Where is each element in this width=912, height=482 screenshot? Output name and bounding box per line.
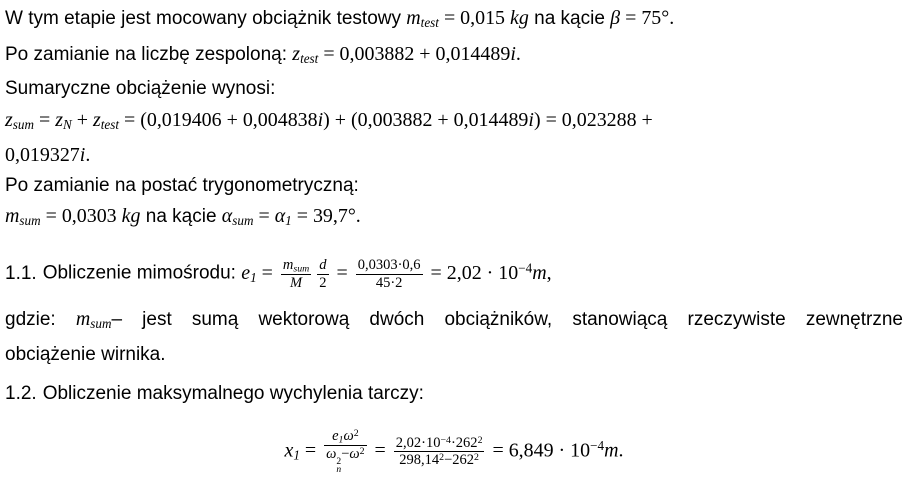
fraction-numerator (394, 435, 485, 451)
inline-math-beta (610, 7, 674, 29)
math-superscript: 2 (336, 455, 342, 467)
text-run: Obliczenie mimośrodu: (42, 262, 242, 284)
math-superscript: 2 (353, 427, 359, 439)
math-text: = (0,019406 + 0,004838 (119, 108, 318, 131)
fraction-numerator (281, 257, 311, 274)
math-text: = (253, 205, 275, 228)
fraction-denominator (394, 451, 485, 468)
math-text: = (299, 439, 322, 462)
math-unit: kg (510, 7, 529, 29)
math-number: 45·2 (375, 274, 403, 291)
gdzie-line1 (5, 304, 903, 339)
math-subscript: sum (232, 213, 254, 229)
math-text: = 0,003882 + 0,014489 (318, 42, 511, 65)
math-subscript: N (62, 116, 72, 132)
fraction-d-2 (314, 257, 331, 290)
math-number: 2,02·10 (395, 434, 441, 451)
math-variable: z (5, 108, 13, 131)
equation-z-sum-line1 (5, 105, 903, 141)
math-variable-i: i (510, 42, 516, 65)
text-run: Po zamianie na liczbę zespoloną: (5, 43, 293, 65)
math-number: 0,0303·0,6 (357, 257, 421, 274)
math-superscript: 2 (359, 446, 365, 458)
math-number: ·262 (450, 434, 478, 451)
fraction-e1-omega (321, 428, 369, 475)
inline-math-z-test (292, 43, 521, 65)
math-variable: β (610, 7, 621, 29)
text-run: Sumaryczne obciążenie wynosi: (5, 78, 276, 100)
inline-math-m-sum (5, 205, 140, 227)
paragraph-test-weight (5, 3, 903, 39)
math-variable: z (92, 108, 101, 131)
math-variable: ω (349, 446, 360, 463)
math-text: = 2,02 · 10 (425, 261, 519, 284)
paragraph-total-load-label (5, 74, 903, 105)
math-variable: e (241, 261, 251, 284)
gdzie-line2 (5, 339, 903, 370)
text-run: Po zamianie na postać trygonometryczną: (5, 174, 359, 196)
math-subscript: sum (19, 213, 41, 229)
math-subscript: 1 (293, 447, 300, 463)
text-run: na kącie (140, 206, 222, 228)
fraction-denominator (281, 274, 311, 291)
math-superscript: 2 (474, 452, 479, 464)
math-superscript: −4 (590, 437, 605, 453)
math-number: −262 (444, 452, 475, 469)
text-run: gdzie: (5, 308, 76, 330)
inline-math-m-test (406, 7, 529, 29)
fraction-numerator (317, 257, 328, 273)
math-text: = 6,849 · 10 (487, 439, 591, 462)
math-variable: ω (326, 446, 337, 463)
math-subscript: sum (12, 116, 34, 132)
math-variable: ω (343, 428, 354, 445)
math-variable: x (284, 439, 294, 462)
math-number: 298,14 (399, 452, 440, 469)
math-variable: α (274, 205, 286, 228)
text-run: na kącie (528, 8, 611, 29)
math-text: , (546, 261, 552, 284)
text-run: – jest sumą wektorową dwóch obciążników, stanowiącą rzeczywiste zewnętrzne (111, 308, 903, 330)
inline-math-alpha (222, 205, 361, 227)
math-superscript: 2 (439, 452, 445, 464)
math-text: = (33, 108, 56, 131)
math-variable: z (292, 42, 301, 65)
section-1-1-eccentricity (5, 244, 903, 302)
math-superscript: −4 (518, 260, 533, 276)
math-text: . (618, 439, 624, 462)
paragraph-complex-conversion (5, 39, 903, 75)
math-text: = 39,7°. (291, 205, 361, 228)
math-number: 2 (319, 274, 327, 291)
math-operator: − (341, 446, 350, 463)
math-text: ) + (0,003882 + 0,014489 (323, 108, 529, 131)
math-text: = 0,015 (438, 7, 511, 29)
fraction-numeric (391, 435, 488, 469)
math-subscript: 1 (285, 213, 292, 229)
math-text: = (331, 261, 353, 284)
math-superscript: −4 (440, 434, 451, 446)
math-text: . (85, 144, 91, 167)
math-variable: m (5, 205, 20, 228)
math-unit: m (532, 261, 547, 284)
equation-z-sum-line2 (5, 140, 903, 171)
math-subscript: test (100, 116, 119, 132)
list-number: 1.1. (5, 262, 37, 284)
text-run: W tym etapie jest mocowany obciążnik testowy (5, 8, 407, 29)
equation-e1 (241, 256, 552, 292)
math-text: . (515, 42, 521, 65)
math-text: + (71, 108, 93, 131)
inline-math-m-sum (76, 308, 112, 330)
math-variable: e (332, 428, 339, 445)
math-text: 0,019327 (5, 144, 80, 167)
math-text: ) = 0,023288 + (533, 108, 653, 131)
math-variable: m (406, 7, 421, 29)
fraction-denominator (317, 274, 328, 291)
math-subscript: 1 (250, 269, 257, 285)
section-1-2-heading (5, 379, 903, 410)
math-subscript: sum (90, 316, 112, 332)
fraction-msum-M (278, 257, 314, 292)
math-text: = 75°. (620, 7, 675, 29)
math-variable-i: i (528, 108, 534, 131)
math-subscript: n (336, 464, 342, 476)
math-variable: z (55, 108, 63, 131)
list-number: 1.2. (5, 383, 37, 405)
math-variable-i: i (79, 144, 86, 167)
paragraph-trig-form-label (5, 171, 903, 202)
math-unit: m (604, 439, 619, 462)
math-superscript: 2 (477, 434, 483, 446)
math-text: = (256, 261, 278, 284)
fraction-denominator (324, 445, 366, 475)
text-run: obciążenie wirnika. (5, 344, 166, 366)
math-variable: M (290, 275, 303, 292)
math-subscript: sum (293, 263, 310, 275)
math-variable-i: i (317, 108, 324, 131)
fraction-numerator (356, 257, 423, 273)
math-subscript: test (300, 50, 319, 66)
fraction-denominator (356, 274, 423, 291)
fraction-numerator (324, 428, 366, 446)
math-variable: m (282, 256, 294, 273)
math-text: = (369, 439, 391, 462)
math-subscript: test (420, 15, 439, 31)
fraction-numeric (353, 257, 426, 290)
equation-x1 (5, 419, 903, 482)
math-variable: m (75, 307, 91, 330)
math-unit: kg (121, 205, 141, 228)
text-run: Obliczenie maksymalnego wychylenia tarczy: (42, 383, 424, 405)
math-text: = 0,0303 (40, 205, 122, 228)
math-subscript: 1 (338, 434, 344, 446)
math-variable: α (221, 205, 233, 228)
paragraph-gdzie-definition (5, 304, 903, 370)
math-variable: d (319, 257, 327, 274)
paragraph-m-sum (5, 201, 903, 237)
